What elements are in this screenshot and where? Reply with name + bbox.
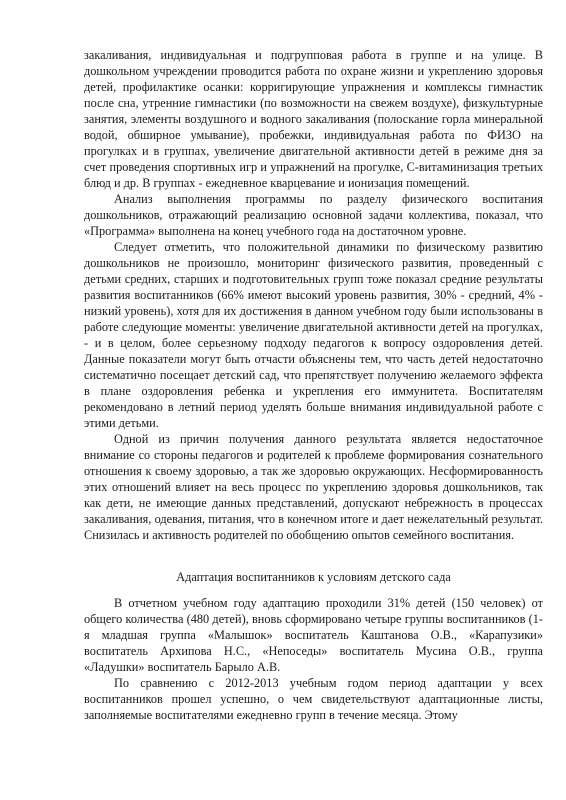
paragraph-hardening: закаливания, индивидуальная и подгрупповая работа в группе и на улице. В дошкольном учреждении проводится работа по охране жизни и укреплению здоровья детей, профилактике осанки: корригирующие упражнения и комплексы гимнастик после сна, утренние гимнастики (по возможности на свежем воздухе), физкультурные занятия, элементы воздушного и водного закаливания (полоскание горла минеральной водой, обширное умывание), пробежки, индивидуальная работа по ФИЗО на прогулках и в группах, увеличение двигательной активности детей в режиме дня за счет проведения спортивных игр и упражнений на прогулке, С-витаминизация третьих блюд и др. В группах - ежедневное кварцевание и ионизация помещений. (84, 48, 543, 190)
section-heading: Адаптация воспитанников к условиям детского сада (176, 570, 451, 584)
paragraph-program-analysis: Анализ выполнения программы по разделу физического воспитания дошкольников, отражающий реализацию основной задачи коллектива, показал, что «Программа» выполнена на конец учебного года на достаточном уровне. (84, 192, 543, 238)
page-content (84, 47, 543, 723)
paragraph-adaptation-stats: В отчетном учебном году адаптацию проходили 31% детей (150 человек) от общего количества (480 детей), вновь сформировано четыре группы воспитанников (1-я младшая группа «Малышок» воспитатель Каштанова О.В., «Карапузики» воспитатель Архипова Н.С., «Непоседы» воспитатель Мусина О.В., группа «Ладушки» воспитатель Барыло А.В. (84, 596, 543, 674)
paragraph-adaptation-comparison: По сравнению с 2012-2013 учебным годом период адаптации у всех воспитанников прошел успешно, о чем свидетельствуют адаптационные листы, заполняемые воспитателями ежедневно групп в течение месяца. Этому (84, 676, 543, 722)
paragraph-health-attitude: Одной из причин получения данного результата является недостаточное внимание со стороны педагогов и родителей к проблеме формирования сознательного отношения к своему здоровью, а так же здоровью окружающих. Несформированность этих отношений влияет на весь процесс по укреплению здоровья дошкольников, так как дети, не имеющие данных представлений, допускают небрежность в процессах закаливания, одевания, питания, что в конечном итоге и дает нежелательный результат. Снизилась и активность родителей по обобщению опытов семейного воспитания. (84, 432, 543, 542)
paragraph-physical-development: Следует отметить, что положительной динамики по физическому развитию дошкольников не произошло, мониторинг физического развития, проведенный с детьми средних, старших и подготовительных групп тоже показал средние результаты развития воспитанников (66% имеют высокий уровень развития, 30% - средний, 4% - низкий уровень), хотя для их достижения в данном учебном году были использованы в работе следующие моменты: увеличение двигательной активности детей на прогулках, - и в целом, более серьезному подходу педагогов к вопросу оздоровления детей. Данные показатели могут быть отчасти объяснены тем, что часть детей недостаточно систематично посещает детский сад, что препятствует получению желаемого эффекта в плане оздоровления ребенка и укрепления его иммунитета. Воспитателям рекомендовано в летний период уделять больше внимания индивидуальной работе с этими детьми. (84, 240, 543, 430)
